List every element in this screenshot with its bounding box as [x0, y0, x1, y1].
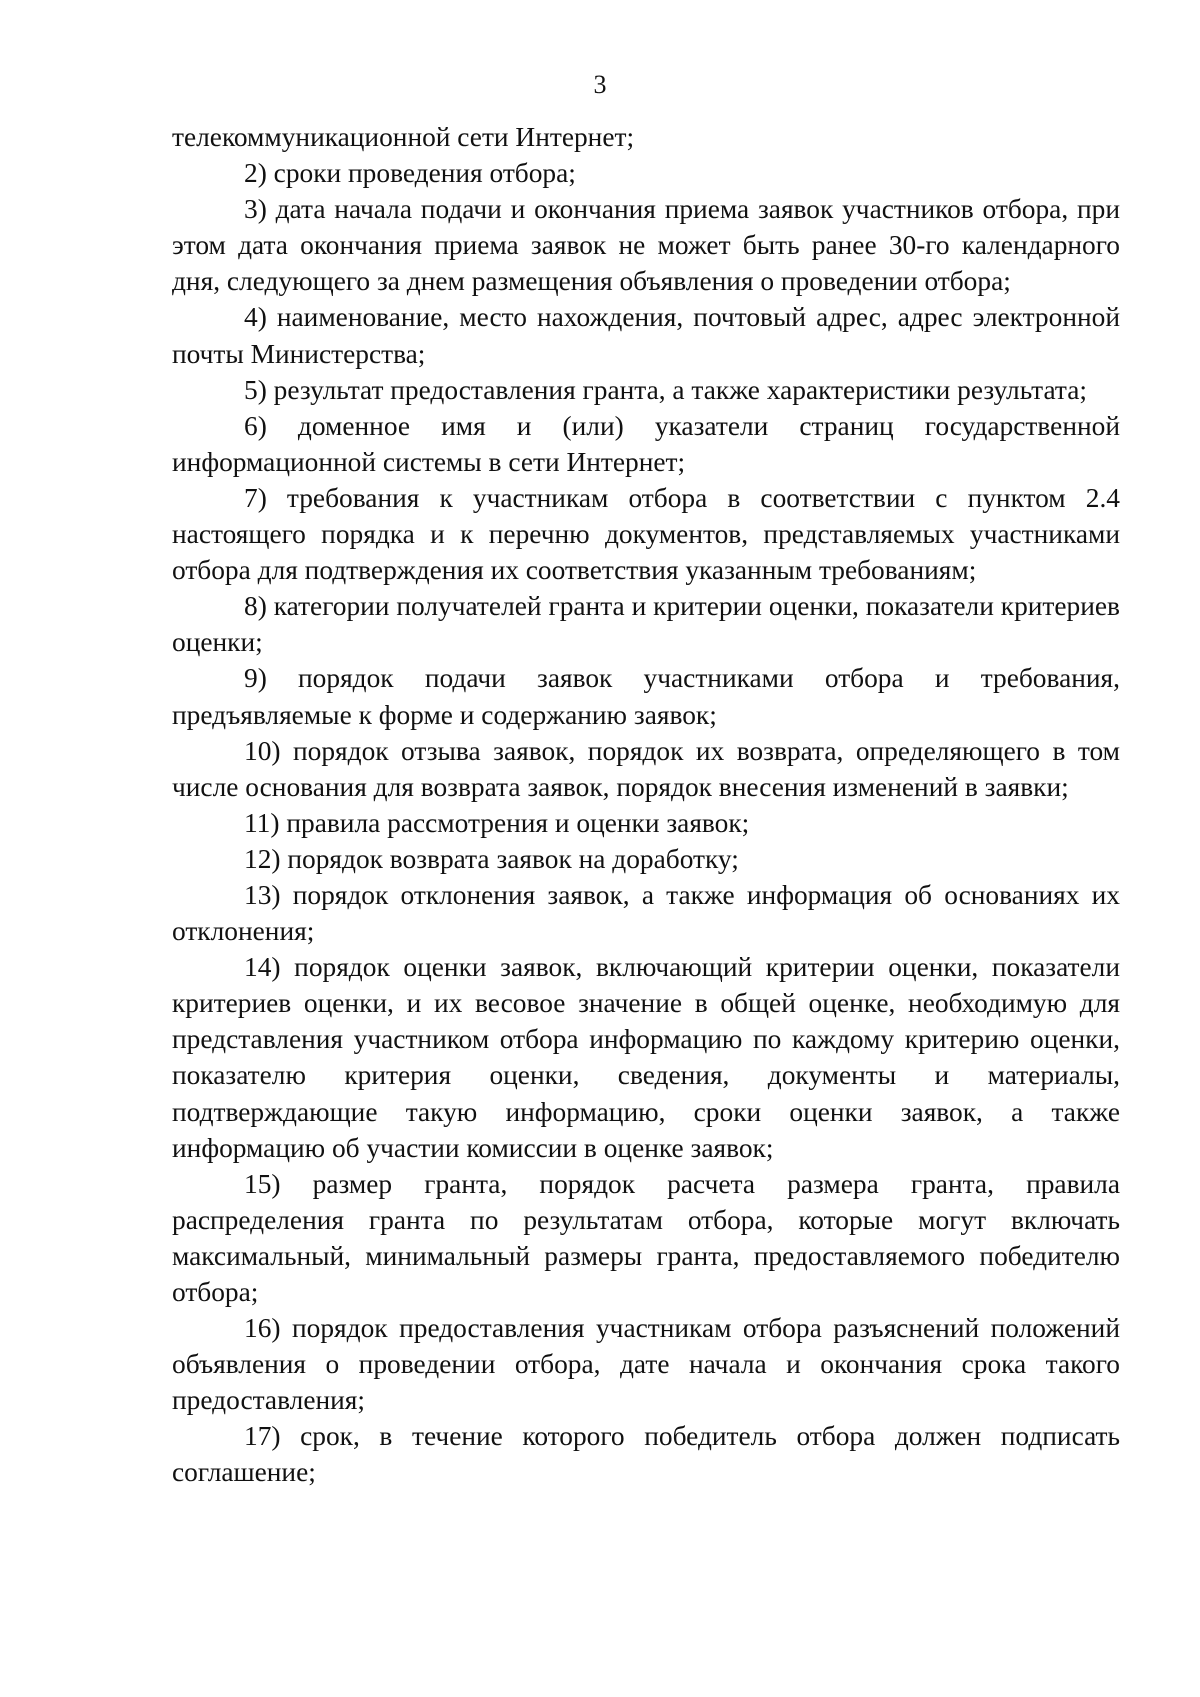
list-item-11: 11) правила рассмотрения и оценки заявок; [244, 807, 750, 838]
document-body [172, 119, 1120, 1491]
list-item-12: 12) порядок возврата заявок на доработку; [244, 843, 739, 874]
list-item-7: 7) требования к участникам отбора в соответствии с пунктом 2.4 настоящего порядка и к перечню документов, представляемых участниками отбора для подтверждения их соответствия указанным требованиям; [172, 482, 1120, 586]
list-item-9: 9) порядок подачи заявок участниками отбора и требования, предъявляемые к форме и содержанию заявок; [172, 663, 1120, 730]
list-item-2: 2) сроки проведения отбора; [244, 158, 576, 189]
page-number: 3 [593, 70, 607, 99]
list-item-4: 4) наименование, место нахождения, почтовый адрес, адрес электронной почты Министерства; [172, 302, 1120, 369]
list-item-16: 16) порядок предоставления участникам отбора разъяснений положений объявления о проведении отбора, дате начала и окончания срока такого предоставления; [172, 1313, 1120, 1416]
list-item-8: 8) категории получателей гранта и критерии оценки, показатели критериев оценки; [172, 591, 1120, 658]
list-item-14: 14) порядок оценки заявок, включающий критерии оценки, показатели критериев оценки, и их весовое значение в общей оценке, необходимую для представления участником отбора информацию по каждому критерию оценки, показателю критерия оценки, сведения, документы и материалы, подтверждающие такую информацию, сроки оценки заявок, а также информацию об участии комиссии в оценке заявок; [172, 952, 1120, 1163]
list-item-5: 5) результат предоставления гранта, а также характеристики результата; [244, 374, 1087, 405]
list-item-13: 13) порядок отклонения заявок, а также информация об основаниях их отклонения; [172, 879, 1120, 947]
list-item-6: 6) доменное имя и (или) указатели страниц государственной информационной системы в сети Интернет; [172, 410, 1120, 477]
list-item-15: 15) размер гранта, порядок расчета размера гранта, правила распределения гранта по результатам отбора, которые могут включать максимальный, минимальный размеры гранта, предоставляемого победителю отбора; [172, 1168, 1120, 1307]
paragraph-continuation: телекоммуникационной сети Интернет; [172, 122, 635, 152]
list-item-3: 3) дата начала подачи и окончания приема заявок участников отбора, при этом дата окончания приема заявок не может быть ранее 30-го календарного дня, следующего за днем размещения объявления о проведении отбора; [172, 194, 1120, 297]
list-item-10: 10) порядок отзыва заявок, порядок их возврата, определяющего в том числе основания для возврата заявок, порядок внесения изменений в заявки; [172, 735, 1120, 802]
list-item-17: 17) срок, в течение которого победитель отбора должен подписать соглашение; [172, 1421, 1120, 1488]
